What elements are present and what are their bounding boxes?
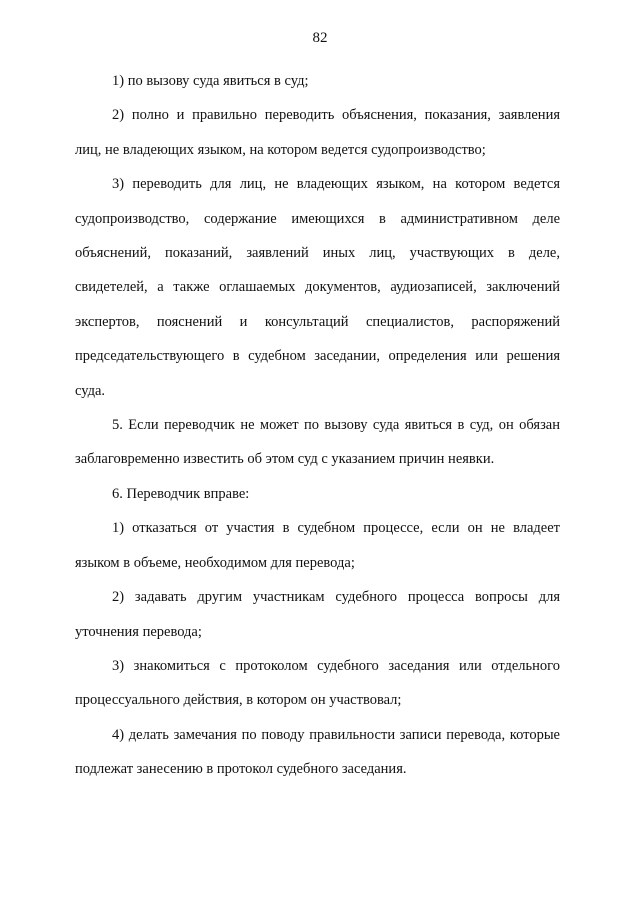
- paragraph-item-1-appear-in-court: 1) по вызову суда явиться в суд;: [112, 73, 309, 89]
- paragraph-right-1-refuse: 1) отказаться от участия в судебном процессе, если он не владеет языком в объеме, необходимом для перевода;: [75, 520, 560, 571]
- paragraph-section-5-notify-court: 5. Если переводчик не может по вызову суда явиться в суд, он обязан заблаговременно известить об этом суд с указанием причин неявки.: [75, 417, 560, 468]
- document-body: [75, 64, 560, 787]
- paragraph-right-3-review-protocol: 3) знакомиться с протоколом судебного заседания или отдельного процессуального действия, в котором он участвовал;: [75, 657, 560, 709]
- paragraph-section-6-translator-rights: 6. Переводчик вправе:: [112, 485, 250, 502]
- page-number: 82: [312, 30, 328, 46]
- paragraph-right-2-ask-questions: 2) задавать другим участникам судебного процесса вопросы для уточнения перевода;: [75, 589, 560, 640]
- paragraph-item-3-translate-case-content: 3) переводить для лиц, не владеющих языком, на котором ведется судопроизводство, содержание имеющихся в административном деле объяснений, показаний, заявлений иных лиц, участвующих в деле, свидетелей, а также оглашаемых документов, аудиозаписей, заключений экспертов, пояснений и консультаций специалистов, распоряжений председательствующего в судебном заседании, определения или решения суда.: [75, 176, 560, 399]
- paragraph-item-2-translate-explanations: 2) полно и правильно переводить объяснения, показания, заявления лиц, не владеющих языком, на котором ведется судопроизводство;: [75, 107, 560, 158]
- paragraph-right-4-make-remarks: 4) делать замечания по поводу правильности записи перевода, которые подлежат занесению в протокол судебного заседания.: [75, 726, 560, 778]
